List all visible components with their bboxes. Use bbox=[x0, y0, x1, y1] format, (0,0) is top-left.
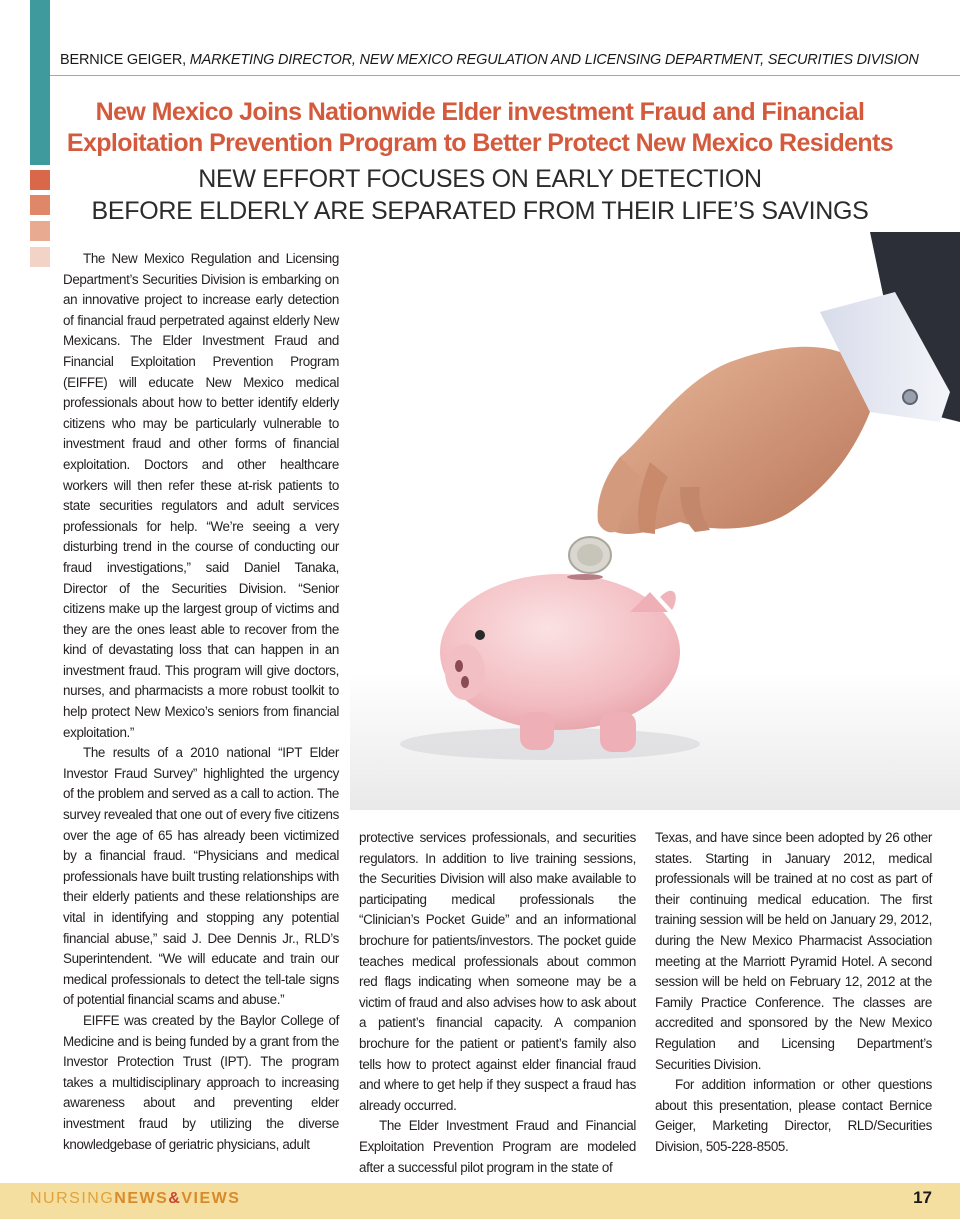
piggy-bank-photo bbox=[350, 232, 960, 810]
paragraph: Texas, and have since been adopted by 26 other states. Starting in January 2012, medical professionals will be trained at no cost as part of their continuing medical education. The first training session will be held on January 29, 2012, during the New Mexico Pharmacist Association meeting at the Marriott Pyramid Hotel. A second session will be held on February 12, 2012 at the Family Practice Conference. The classes are accredited and sponsored by the New Mexico Regulation and Licensing Department’s Securities Division. bbox=[655, 830, 932, 1072]
text-column-1 bbox=[63, 249, 339, 1155]
subhead-line-2: BEFORE ELDERLY ARE SEPARATED FROM THEIR LIFE’S SAVINGS bbox=[91, 197, 869, 225]
byline-name: BERNICE GEIGER, bbox=[60, 52, 186, 68]
headline-line-1: New Mexico Joins Nationwide Elder investment Fraud and Financial bbox=[95, 98, 865, 126]
brand-news: NEWS bbox=[114, 1190, 169, 1207]
page-number: 17 bbox=[913, 1188, 932, 1207]
article-subhead bbox=[40, 163, 920, 227]
paragraph: The results of a 2010 national “IPT Elder Investor Fraud Survey” highlighted the urgency of the problem and served as a call to action. The survey revealed that one out of every five citizens over the age of 65 has already been victimized by a financial fraud. “Physicians and medical professionals have built trusting relationships with their elderly patients and these relationships are vital in identifying and stopping any potential financial abuse,” said J. Dee Dennis Jr., RLD’s Superintendent. “We will educate and train our medical professionals to detect the tell-tale signs of potential financial scams and abuse.” bbox=[63, 745, 339, 1008]
byline bbox=[60, 52, 922, 68]
paragraph: The New Mexico Regulation and Licensing Department’s Securities Division is embarking on an innovative project to increase early detection of financial fraud perpetrated against elderly New Mexicans. The Elder Investment Fraud and Financial Exploitation Prevention Program (EIFFE) will educate New Mexico medical professionals about how to better identify elderly citizens who may be particularly vulnerable to investment fraud and other forms of financial exploitation. Doctors and other healthcare workers will then refer these at-risk patients to state securities regulators and adult services professionals for help. “We’re seeing a very disturbing trend in the course of conducting our fraud investigations,” said Daniel Tanaka, Director of the Securities Division. “Senior citizens make up the largest group of victims and they are the ones least able to recover from the kind of devastating loss that can happen in an investment fraud. This program will give doctors, nurses, and pharmacists a more robust toolkit to help protect New Mexico’s seniors from financial exploitation.” bbox=[63, 251, 339, 740]
subhead-line-1: NEW EFFORT FOCUSES ON EARLY DETECTION bbox=[198, 165, 762, 193]
brand-nursing: NURSING bbox=[30, 1190, 115, 1207]
paragraph: protective services professionals, and securities regulators. In addition to live training sessions, the Securities Division will also make available to participating medical professionals the “Clinician’s Pocket Guide” and an informational brochure for patients/investors. The pocket guide teaches medical professionals about common red flags indicating when someone may be a victim of fraud and also advises how to ask about a patient’s financial capacity. A companion brochure for the patient or patient’s family also tells how to protect against elder financial fraud and where to get help if they suspect a fraud has already occurred. bbox=[359, 830, 636, 1113]
brand-ampersand: & bbox=[168, 1190, 182, 1207]
paragraph: For addition information or other questions about this presentation, please contact Bernice Geiger, Marketing Director, RLD/Securities Division, 505-228-8505. bbox=[655, 1077, 932, 1154]
text-column-3 bbox=[655, 828, 932, 1158]
paragraph: The Elder Investment Fraud and Financial Exploitation Prevention Program are modeled after a successful pilot program in the state of bbox=[359, 1118, 636, 1175]
headline-line-2: Exploitation Prevention Program to Better Protect New Mexico Residents bbox=[66, 129, 894, 157]
footer-brand-logo bbox=[30, 1190, 240, 1208]
byline-role: MARKETING DIRECTOR, NEW MEXICO REGULATION AND LICENSING DEPARTMENT, SECURITIES DIVISION bbox=[189, 52, 919, 68]
article-headline bbox=[40, 97, 920, 159]
byline-divider bbox=[50, 75, 960, 76]
brand-views: VIEWS bbox=[181, 1190, 241, 1207]
paragraph: EIFFE was created by the Baylor College of Medicine and is being funded by a grant from the Investor Protection Trust (IPT). The program takes a multidisciplinary approach to increasing awareness about and preventing elder investment fraud by utilizing the diverse knowledgebase of geriatric physicians, adult bbox=[63, 1012, 339, 1152]
text-column-2 bbox=[359, 828, 636, 1178]
color-swatch-4 bbox=[30, 247, 50, 267]
